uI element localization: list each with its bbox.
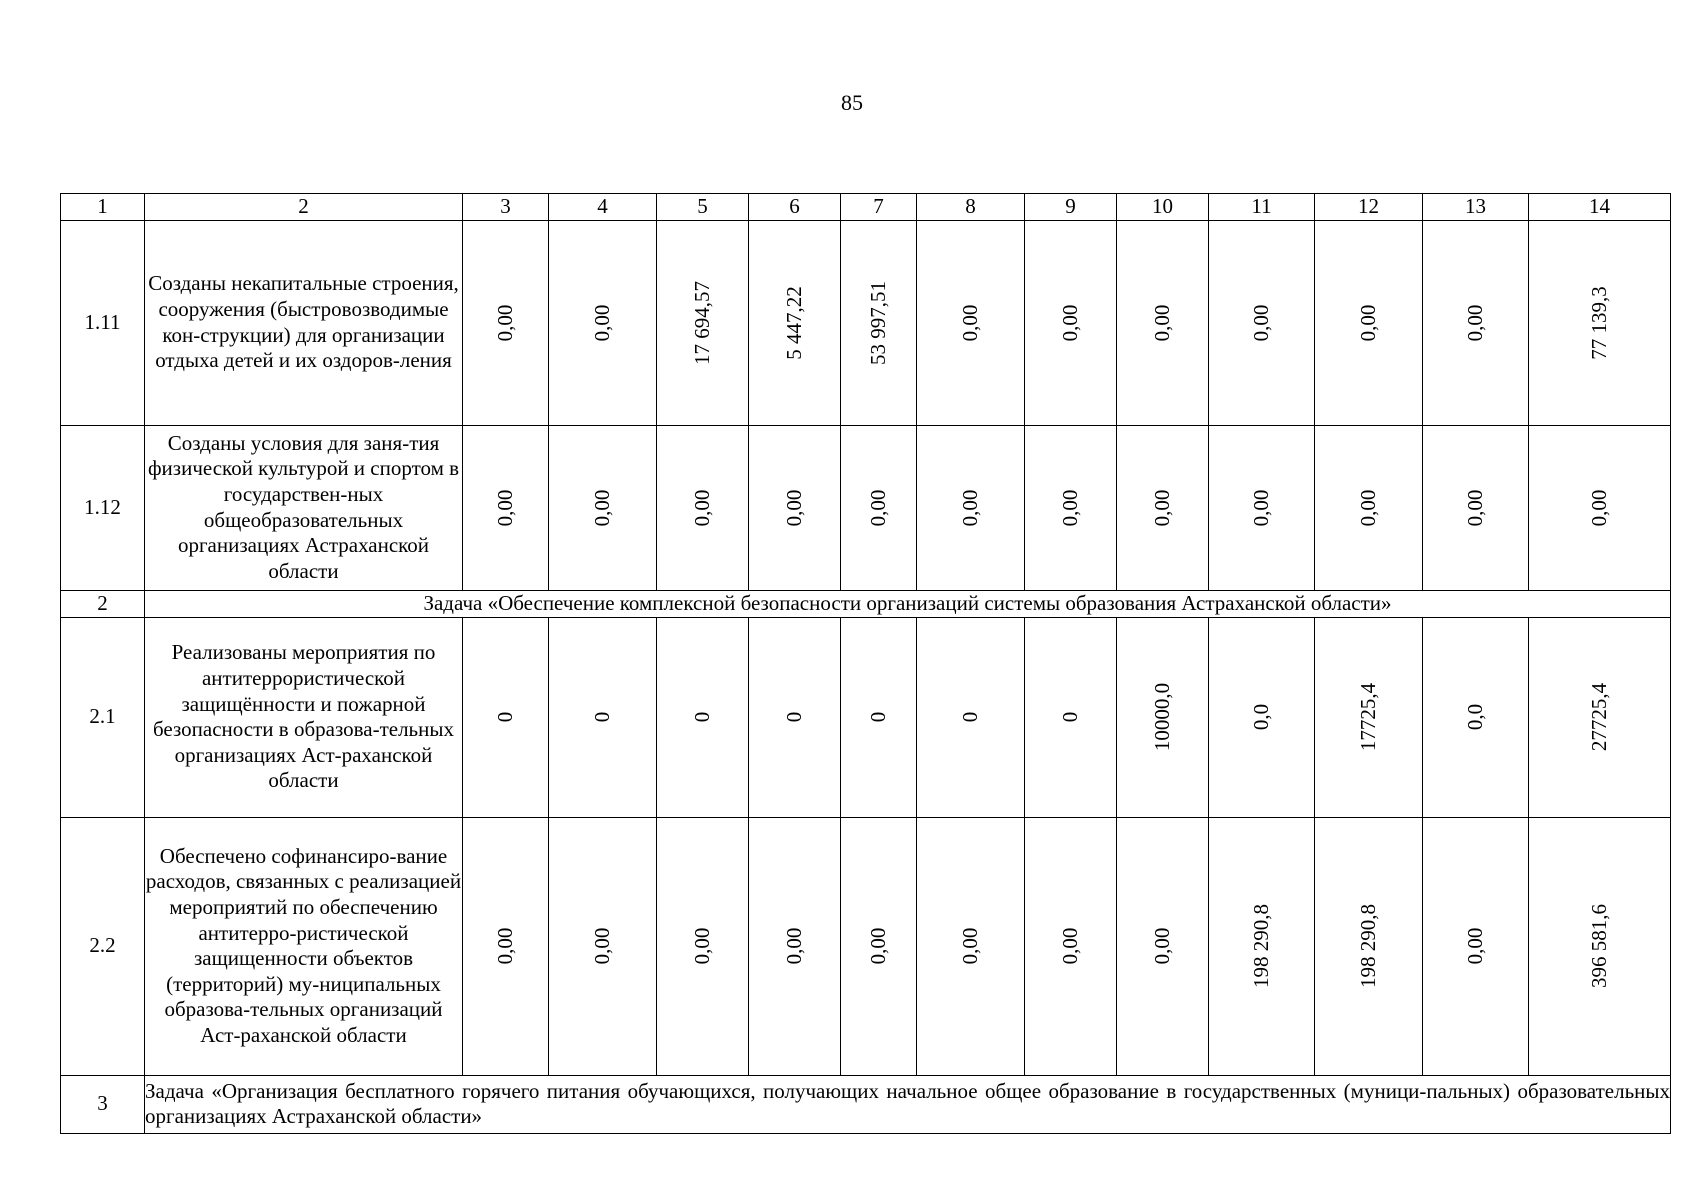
value-text: 0,00 [589,927,614,965]
value-cell [1529,425,1671,590]
task-title: Задача «Организация бесплатного горячего питания обучающихся, получающих начальное общее образование в государственных (муници-пальных) образовательных организациях Астраханской области» [145,1075,1671,1133]
value-cell [1209,220,1315,425]
column-header: 14 [1529,194,1671,221]
value-cell [1117,425,1209,590]
row-description: Созданы условия для заня-тия физической культурой и спортом в государствен-ных общеобразовательных организациях Астраханской области [145,425,463,590]
value-cell [1315,817,1423,1075]
row-number: 2.2 [61,817,145,1075]
value-cell [841,220,917,425]
value-cell [1315,220,1423,425]
value-text: 0,00 [781,927,806,965]
value-cell [1117,220,1209,425]
value-cell [549,617,657,817]
data-table [60,193,1671,1134]
column-header: 12 [1315,194,1423,221]
value-text: 0,00 [1355,489,1380,526]
value-text: 0,00 [492,927,517,965]
task-row [61,590,1671,617]
value-text: 0 [492,711,517,723]
value-text: 0 [781,711,806,723]
value-cell [463,425,549,590]
value-text: 0,00 [1462,927,1487,965]
value-text: 17725,4 [1355,682,1380,752]
value-cell [749,220,841,425]
task-row [61,1075,1671,1133]
column-header: 2 [145,194,463,221]
value-cell [463,817,549,1075]
value-cell [841,617,917,817]
table-row [61,220,1671,425]
value-text: 0,00 [1248,304,1273,341]
column-header: 7 [841,194,917,221]
value-text: 0,0 [1248,703,1273,731]
task-title: Задача «Обеспечение комплексной безопасности организаций системы образования Астраханской области» [145,590,1671,617]
column-header: 8 [917,194,1025,221]
row-description: Обеспечено софинансиро-вание расходов, связанных с реализацией мероприятий по обеспечению антитерро-ристической защищенности объектов (территорий) му-ниципальных образова-тельных организаций Аст-раханской области [145,817,463,1075]
column-header: 4 [549,194,657,221]
value-text: 77 139,3 [1586,285,1611,360]
header-row [61,194,1671,221]
value-cell [1529,617,1671,817]
value-text: 10000,0 [1149,682,1174,752]
value-cell [917,425,1025,590]
value-cell [749,817,841,1075]
column-header: 5 [657,194,749,221]
value-text: 0,00 [1462,304,1487,341]
value-text: 0,00 [1149,304,1174,341]
value-text: 0,0 [1462,703,1487,731]
value-text: 0,00 [1462,489,1487,526]
column-header: 13 [1423,194,1529,221]
value-cell [1025,425,1117,590]
row-description: Реализованы мероприятия по антитеррористической защищённости и пожарной безопасности в образова-тельных организациях Аст-раханской области [145,617,463,817]
value-text: 0,00 [589,304,614,341]
value-text: 0,00 [781,489,806,526]
value-text: 0 [689,711,714,723]
value-cell [1025,817,1117,1075]
value-text: 0,00 [957,927,982,965]
value-cell [657,220,749,425]
row-number: 3 [61,1075,145,1133]
value-cell [1423,220,1529,425]
value-cell [549,817,657,1075]
value-text: 0,00 [589,489,614,526]
value-text: 0,00 [1149,489,1174,526]
value-text: 0,00 [492,489,517,526]
value-cell [1315,425,1423,590]
value-cell [749,617,841,817]
value-text: 0,00 [1355,304,1380,341]
value-text: 53 997,51 [865,280,890,365]
value-cell [657,617,749,817]
row-number: 2.1 [61,617,145,817]
value-cell [549,425,657,590]
value-cell [463,220,549,425]
row-number: 1.11 [61,220,145,425]
value-cell [749,425,841,590]
value-cell [917,220,1025,425]
value-cell [1529,220,1671,425]
value-text: 0 [1057,711,1082,723]
table-row [61,617,1671,817]
value-text: 0,00 [689,489,714,526]
value-text: 198 290,8 [1355,904,1380,989]
value-cell [1423,617,1529,817]
value-text: 0,00 [1057,927,1082,965]
column-header: 11 [1209,194,1315,221]
column-header: 10 [1117,194,1209,221]
value-text: 396 581,6 [1586,904,1611,989]
value-cell [463,617,549,817]
value-text: 0,00 [865,489,890,526]
column-header: 6 [749,194,841,221]
table-row [61,425,1671,590]
value-text: 0,00 [957,489,982,526]
value-cell [1025,220,1117,425]
value-cell [1209,817,1315,1075]
value-cell [1025,617,1117,817]
value-text: 0,00 [1057,489,1082,526]
value-cell [1423,817,1529,1075]
value-text: 0 [589,711,614,723]
value-cell [1423,425,1529,590]
value-cell [841,817,917,1075]
value-cell [1117,817,1209,1075]
value-cell [657,817,749,1075]
value-cell [841,425,917,590]
value-cell [549,220,657,425]
value-text: 0,00 [865,927,890,965]
value-text: 0,00 [1149,927,1174,965]
value-text: 0,00 [1248,489,1273,526]
value-text: 0,00 [957,304,982,341]
value-text: 0,00 [1057,304,1082,341]
value-cell [657,425,749,590]
value-cell [1315,617,1423,817]
column-header: 1 [61,194,145,221]
column-header: 9 [1025,194,1117,221]
value-text: 0 [865,711,890,723]
value-cell [1209,425,1315,590]
row-number: 1.12 [61,425,145,590]
value-cell [1529,817,1671,1075]
value-cell [917,617,1025,817]
row-number: 2 [61,590,145,617]
value-text: 0,00 [492,304,517,341]
value-text: 0,00 [1586,489,1611,526]
value-text: 0,00 [689,927,714,965]
value-text: 198 290,8 [1248,904,1273,989]
column-header: 3 [463,194,549,221]
page-number: 85 [841,90,863,115]
value-text: 27725,4 [1586,682,1611,752]
value-text: 17 694,57 [689,280,714,365]
row-description: Созданы некапитальные строения, сооружения (быстровозводимые кон-струкции) для организации отдыха детей и их оздоров-ления [145,220,463,425]
value-text: 0 [957,711,982,723]
table-row [61,817,1671,1075]
value-cell [917,817,1025,1075]
value-cell [1117,617,1209,817]
value-text: 5 447,22 [781,285,806,360]
value-cell [1209,617,1315,817]
